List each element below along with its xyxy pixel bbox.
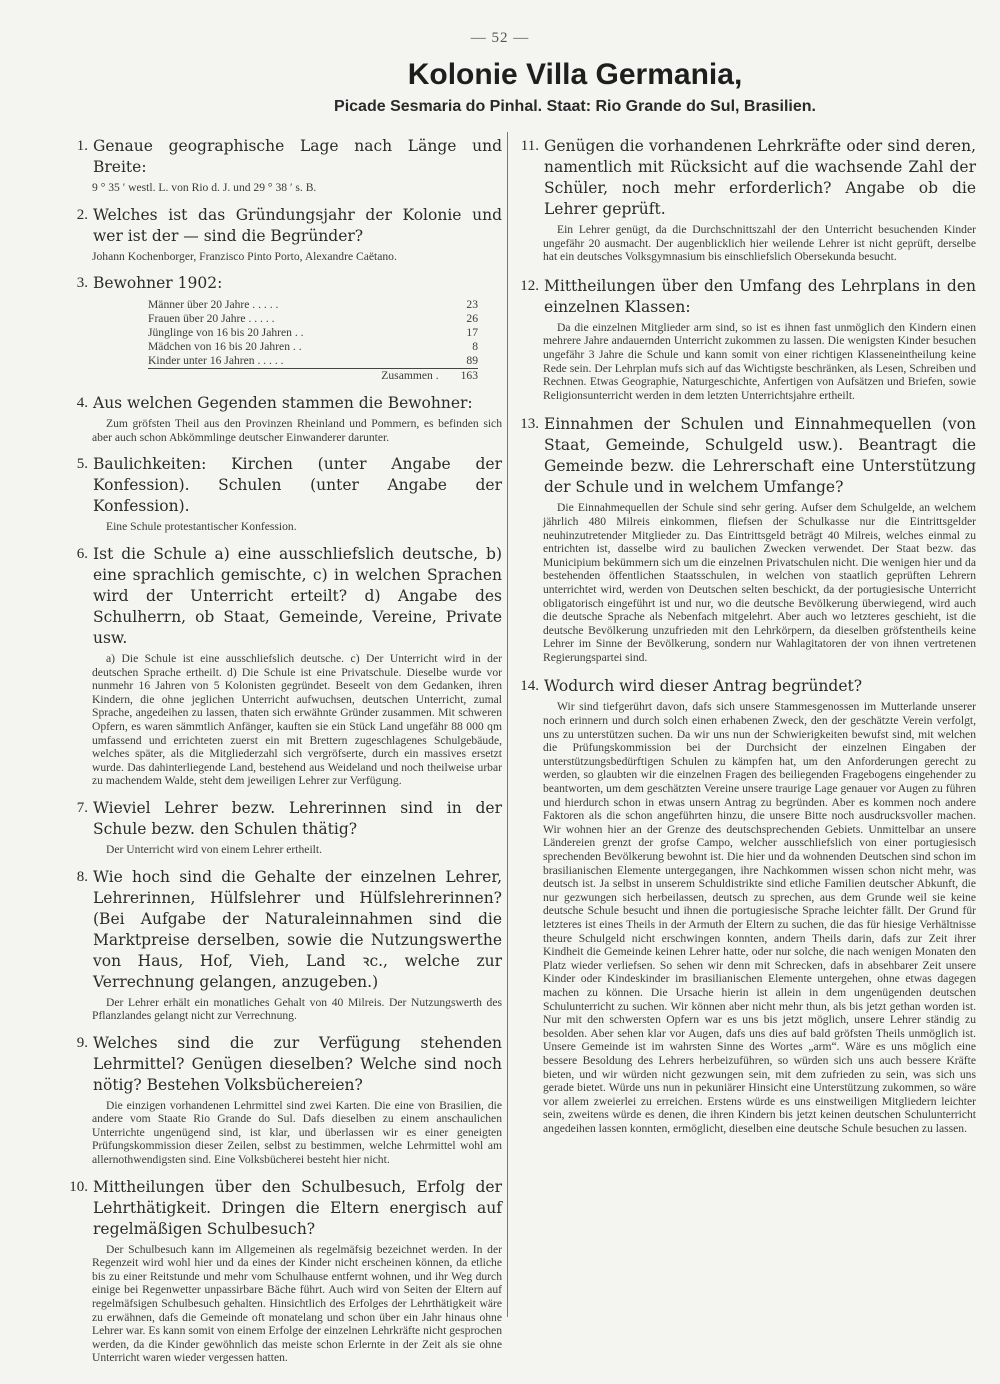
question-13 xyxy=(513,414,976,664)
page-number: — 52 — xyxy=(470,30,530,46)
question-1 xyxy=(62,136,502,195)
question-number: 5. xyxy=(76,456,88,473)
row-label: Männer über 20 Jahre . . . . . xyxy=(148,298,279,312)
question-text: Wodurch wird dieser Antrag begründet? xyxy=(544,677,863,696)
question-text: Welches ist das Gründungsjahr der Kolonie und wer ist der — sind die Begründer? xyxy=(93,205,502,245)
question-11 xyxy=(513,136,976,264)
question-8 xyxy=(62,867,502,1023)
answer-text: a) Die Schule ist eine ausschliefslich deutsche. c) Der Unterricht wird in der deutschen Sprache ertheilt. d) Die Schule ist eine Privatschule. Dieselbe wurde vor nunmehr 16 Jahren von 5 Kolonisten gegründet. Beseelt von dem Gedanken, ihren Kindern, die ohne jeglichen Unterricht aufwuchsen, deutschen Unterricht, zumal Sprache, angedeihen zu lassen, thaten sich erwähnte Gründer zusammen. Mit schweren Opfern, es waren sämmtlich Anfänger, kauften sie ein Stück Land ungefähr 88 000 qm umfassend und errichteten zuerst ein mit Brettern zugeschlagenes Schulgebäude, welches später, als die Mitgliederzahl sich vergröfserte, durch ein massives ersetzt wurde. Das dahinterliegende Land, bestehend aus Weideland und noch theilweise urbar zu machendem Walde, steht dem jeweiligen Lehrer zur Verfügung. xyxy=(92,651,502,788)
row-label: Kinder unter 16 Jahren . . . . . xyxy=(148,354,284,368)
page-title: Kolonie Villa Germania, xyxy=(407,58,743,91)
question-12 xyxy=(513,276,976,403)
question-2 xyxy=(62,205,502,264)
question-number: 6. xyxy=(76,545,88,562)
question-number: 8. xyxy=(76,868,88,885)
question-7 xyxy=(62,798,502,857)
answer-text: Johann Kochenborger, Franzisco Pinto Porto, Alexandre Caëtano. xyxy=(92,249,397,263)
question-text: Genaue geographische Lage nach Länge und Breite: xyxy=(93,137,502,176)
population-row xyxy=(148,298,478,312)
question-number: 1. xyxy=(76,138,88,154)
answer-text: Der Schulbesuch kann im Allgemeinen als regelmäfsig bezeichnet werden. In der Regenzeit wird wohl hier und da eines der Kinder nicht erscheinen können, da etliche bis zu einer Reitstunde und mehr vom Schulhause entfernt wohnen, und ihr Weg durch einige bei Regenwetter unpassirbare Bäche führt. Auch wird von Seiten der Eltern auf regelmäfsigen Schulbesuch gehalten. Hinsichtlich des Erfolges der Lehrthätigkeit wäre zu erwähnen, dafs die Gemeinde oft monatelang und schon über ein Jahr hinaus ohne Lehrer war. Es kann somit von einem Erfolge der einzelnen Lehrkräfte nicht gesprochen werden, da die Kinder gewöhnlich das meiste schon Erlernte in der Zeit als sie ohne Unterricht waren wieder vergessen hatten. xyxy=(92,1242,502,1365)
question-text: Wieviel Lehrer bezw. Lehrerinnen sind in der Schule bezw. den Schulen thätig? xyxy=(93,798,502,838)
question-text: Aus welchen Gegenden stammen die Bewohner: xyxy=(93,394,473,413)
question-number: 10. xyxy=(69,1178,88,1195)
answer-text: 9 ° 35 ′ westl. L. von Rio d. J. und 29 ° 38 ′ s. B. xyxy=(92,181,317,194)
question-number: 9. xyxy=(76,1034,88,1051)
question-number: 11. xyxy=(520,138,539,154)
row-value: 26 xyxy=(466,312,478,326)
population-row xyxy=(148,312,478,326)
question-text: Einnahmen der Schulen und Einnahmequellen (von Staat, Gemeinde, Schulgeld usw.). Beantragt die Gemeinde bezw. die Lehrerschaft eine Unterstützung der Schule und in welchem Umfange? xyxy=(544,415,976,497)
row-label: Frauen über 20 Jahre . . . . . xyxy=(148,312,275,326)
question-4 xyxy=(62,393,502,444)
question-9 xyxy=(62,1033,502,1167)
question-text: Bewohner 1902: xyxy=(93,274,223,293)
question-number: 4. xyxy=(76,395,88,412)
question-number: 14. xyxy=(520,678,539,695)
row-value: 23 xyxy=(466,298,478,312)
total-value: 163 xyxy=(460,369,478,383)
question-14 xyxy=(513,676,976,1135)
row-label: Mädchen von 16 bis 20 Jahren . . xyxy=(148,340,302,354)
population-row xyxy=(148,340,478,354)
population-row xyxy=(148,326,478,340)
population-row xyxy=(148,354,478,369)
question-number: 2. xyxy=(76,206,88,223)
question-text: Mittheilungen über den Umfang des Lehrplans in den einzelnen Klassen: xyxy=(544,276,976,316)
question-number: 3. xyxy=(76,275,88,292)
row-value: 8 xyxy=(472,340,478,354)
answer-text: Ein Lehrer genügt, da die Durchschnittszahl der den Unterricht besuchenden Kinder ungefähr 20 ausmacht. Der augenblicklich hier weilende Lehrer ist nicht geprüft, derselbe hat ein deutsches Volksgymnasium bis einschliefslich Obersekunda besucht. xyxy=(543,223,976,264)
question-text: Baulichkeiten: Kirchen (unter Angabe der Konfession). Schulen (unter Angabe der Konfession). xyxy=(93,455,502,516)
row-value: 89 xyxy=(466,354,478,368)
column-divider xyxy=(507,132,508,1317)
answer-text: Wir sind tiefgerührt davon, dafs sich unsere Stammesgenossen im Mutterlande unserer noch erinnern und durch solch einen erhabenen Zweck, den der geschätzte Verein verfolgt, uns zu unterstützen suchen. Da wir uns nun der Schwierigkeiten bewufst sind, mit welchen die Prüfungskommission bei der Durchsicht der einzelnen Eingaben der unterstützungsbedürftigen Schulen zu kämpfen hat, um den Anforderungen gerecht zu werden, so glaubten wir die einzelnen Fragen des beiliegenden Fragebogens eingehender zu beantworten, um dem geschätzten Vereine unsere traurige Lage genauer vor Augen zu führen und hierdurch schon in etwas unsern Antrag zu begründen. Aber es kommen noch andere Faktoren als die schon angeführten hinzu, die unsere Bitte noch ausdrucksvoller machen. Wir wohnen hier an der Grenze des deutschsprechenden Gebiets. Unmittelbar an unsere Ländereien grenzt der grofse Campo, welcher ausschliefslich von einer portugiesisch sprechenden Bevölkerung bewohnt ist. Die hier und da wohnenden Deutschen sind schon im brasilianischen Elemente untergegangen, ihre Nachkommen wissen schon nicht mehr, was deutsch ist. Ja selbst in unserem Schuldistrikte sind etliche Familien deutscher Abkunft, die nur gezwungen sich herbeilassen, deutsch zu sprechen, aus dem Grunde weil sie keine deutsche Schule besucht und ihnen die portugiesische Sprache leichter fällt. Der Grund für letzteres ist eines Theils in der Armuth der Eltern zu suchen, die das für hiesige Verhältnisse theure Schulgeld nicht erschwingen konnten, andern Theils darin, dafs zur Zeit ihrer Kindheit die Gemeinde keinen Lehrer hatte, oder nur solche, die nach wenigen Monaten den Platz wieder verliefsen. So sehen wir denn mit Schrecken, dafs in absehbarer Zeit unsere Kinder oder Kindeskinder im brasilianischen Elemente untergehen, ohne etwas dagegen machen zu können. Die Ursache hierin ist allein in dem ungenügenden deutschen Schulunterricht zu suchen. Wir können aber nicht mehr thun, als bis jetzt gethan worden ist. Nur mit den schwersten Opfern war es uns bis jetzt möglich, unsere Lehrer ständig zu besolden. Aber sehen klar vor Augen, dafs uns dies auf bald gröfsten Theils unmöglich ist. Unsere Gemeinde ist im wahrsten Sinne des Wortes „arm“. Wäre es uns möglich eine bessere Besoldung des Lehrers herbeizuführen, so würden sich uns auch bessere Kräfte bieten, und wir würden nicht gezwungen sein, mit dem zufrieden zu sein, was sich uns gerade bietet. Würde uns nun in pekuniärer Hinsicht eine Unterstützung zukommen, so wäre vor allem zweierlei zu erreichen. Erstens würde es uns einstweiligen Mitgliedern leichter sein, zweitens würde es denen, die ihren Kindern bis jetzt keinen deutschen Schulunterricht angedeihen lassen konnten, ermöglicht, dieselben eine deutsche Schule besuchen zu lassen. xyxy=(543,700,976,1135)
question-text: Mittheilungen über den Schulbesuch, Erfolg der Lehrthätigkeit. Dringen die Eltern energisch auf regelmäßigen Schulbesuch? xyxy=(93,1177,502,1238)
question-text: Ist die Schule a) eine ausschliefslich deutsche, b) eine sprachlich gemischte, c) in welchen Sprachen wird der Unterricht erteilt? d) Angabe des Schulherrn, ob Staat, Gemeinde, Vereine, Private usw. xyxy=(93,544,502,647)
question-6 xyxy=(62,544,502,788)
question-text: Genügen die vorhandenen Lehrkräfte oder sind deren, namentlich mit Rücksicht auf die wachsende Zahl der Schüler, noch mehr erforderlich? Angabe ob die Lehrer geprüft. xyxy=(544,137,976,218)
question-text: Wie hoch sind die Gehalte der einzelnen Lehrer, Lehrerinnen, Hülfslehrer und Hülfslehrerinnen? (Bei Aufgabe der Naturaleinnahmen sind die Marktpreise derselben, sowie die Nutzungswerthe von Haus, Hof, Vieh, Land ꝛc., welche zur Verrechnung gelangen, anzugeben.) xyxy=(93,867,502,991)
page-subtitle: Picade Sesmaria do Pinhal. Staat: Rio Grande do Sul, Brasilien. xyxy=(334,98,816,115)
answer-text: Die Einnahmequellen der Schule sind sehr gering. Aufser dem Schulgelde, an welchem jährlich 480 Milreis einkommen, fliefsen der Schulkasse nur die Eintrittsgelder neuhinzutretender Mitglieder zu. Das Eintrittsgeld beträgt 40 Milreis, welches einmal zu entrichten ist, dasselbe wird zu baulichen Zwecken verwendet. Der Staat bezw. das Municipium bekümmern sich um die einzelnen Privatschulen nicht. Die wenigen hier und da bestehenden öffentlichen Staatsschulen, in welchen von staatlich geprüften Lehrern unterrichtet wird, werden von Deutschen selten beschickt, da der portugiesische Unterricht obligatorisch eingeführt ist und nur, wo die deutsche Bevölkerung überwiegend, wird auch die deutsche Sprache als Nebenfach mitgelehrt. Aber auch wo letzteres geschieht, ist die deutsche Bevölkerung unzufrieden mit den Lehrkörpern, da dieselben gröfstentheils keine Lehrer im Sinne der Bevölkerung, sondern nur Wahlagitatoren der von ihnen vertretenen Regierungspartei sind. xyxy=(543,501,976,664)
answer-text: Der Lehrer erhält ein monatliches Gehalt von 40 Milreis. Der Nutzungswerth des Pflanzlandes gelangt nicht zur Verrechnung. xyxy=(92,995,502,1023)
right-column xyxy=(513,136,976,1135)
row-value: 17 xyxy=(466,326,478,340)
answer-text: Die einzigen vorhandenen Lehrmittel sind zwei Karten. Die eine von Brasilien, die andere vom Staate Rio Grande do Sul. Dafs dieselben zu einem anschaulichen Unterrichte ungenügend sind, ist klar, und überlassen wir es einer geneigten Prüfungskommission dieser Zeilen, selbst zu bestimmen, welche Lehrmittel wohl am allernothwendigsten sind. Eine Volksbücherei besteht hier nicht. xyxy=(92,1098,502,1167)
question-number: 12. xyxy=(520,277,539,294)
left-column xyxy=(62,136,502,1365)
question-3 xyxy=(62,273,502,383)
answer-text: Eine Schule protestantischer Konfession. xyxy=(106,520,297,534)
answer-text: Da die einzelnen Mitglieder arm sind, so ist es ihnen fast unmöglich den Kindern einen mehrere Jahre andauernden Unterricht zukommen zu lassen. Die wenigsten Kinder besuchen ungefähr 3 Jahre die Schule und kann somit von einer richtigen Klasseneintheilung keine Rede sein. Der Lehrplan mufs sich auf das Wichtigste beschränken, als Lesen, Schreiben und Rechnen. Etwas Geographie, Naturgeschichte, Anfertigen von Aufsätzen und Briefen, sowie Religionsunterricht werden in dem letzten Unterrichtsjahre ertheilt. xyxy=(543,320,976,402)
question-text: Welches sind die zur Verfügung stehenden Lehrmittel? Genügen dieselben? Welche sind noch nötig? Bestehen Volksbüchereien? xyxy=(93,1033,502,1094)
population-table xyxy=(148,298,478,383)
answer-text: Zum gröfsten Theil aus den Provinzen Rheinland und Pommern, es befinden sich aber auch schon Abkömmlinge deutscher Einwanderer darunter. xyxy=(92,417,502,444)
population-total xyxy=(148,369,478,383)
row-label: Jünglinge von 16 bis 20 Jahren . . xyxy=(148,326,304,340)
question-10 xyxy=(62,1177,502,1365)
question-number: 13. xyxy=(520,416,539,433)
total-label: Zusammen . xyxy=(381,369,439,383)
question-5 xyxy=(62,454,502,534)
question-number: 7. xyxy=(76,799,88,816)
answer-text: Der Unterricht wird von einem Lehrer ertheilt. xyxy=(106,842,323,856)
